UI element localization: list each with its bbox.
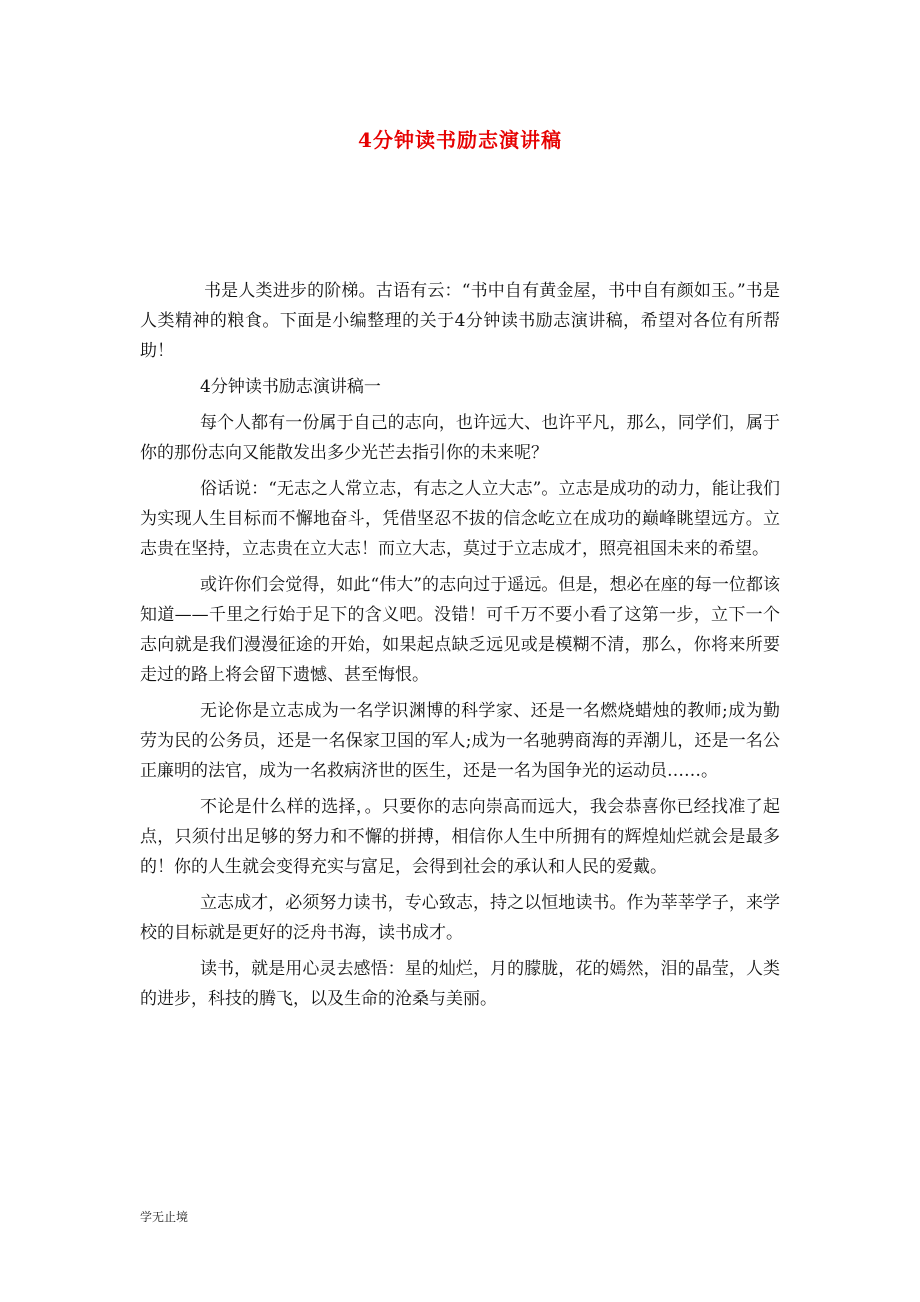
page-title: 4分钟读书励志演讲稿 [358,128,562,152]
body-paragraph: 俗话说：“无志之人常立志，有志之人立大志”。立志是成功的动力，能让我们为实现人生目标而不懈地奋斗，凭借坚忍不拔的信念屹立在成功的巅峰眺望远方。立志贵在坚持，立志贵在立大志！而立大志，莫过于立志成才，照亮祖国未来的希望。 [140,479,780,559]
body-paragraph: 读书，就是用心灵去感悟：星的灿烂，月的朦胧，花的嫣然，泪的晶莹，人类的进步，科技的腾飞，以及生命的沧桑与美丽。 [140,959,780,1009]
section-heading: 4分钟读书励志演讲稿一 [200,377,381,397]
body-paragraph: 每个人都有一份属于自己的志向，也许远大、也许平凡，那么，同学们，属于你的那份志向又能散发出多少光芒去指引你的未来呢？ [140,413,780,463]
body-paragraph: 不论是什么样的选择，。只要你的志向崇高而远大，我会恭喜你已经找准了起点，只须付出足够的努力和不懈的拼搏，相信你人生中所拥有的辉煌灿烂就会是最多的！你的人生就会变得充实与富足，会得到社会的承认和人民的爱戴。 [140,797,780,877]
body-paragraph: 立志成才，必须努力读书，专心致志，持之以恒地读书。作为莘莘学子，来学校的目标就是更好的泛舟书海，读书成才。 [140,893,780,943]
body-paragraph: 无论你是立志成为一名学识渊博的科学家、还是一名燃烧蜡烛的教师;成为勤劳为民的公务员，还是一名保家卫国的军人;成为一名驰骋商海的弄潮儿，还是一名公正廉明的法官，成为一名救病济世的医生，还是一名为国争光的运动员……。 [140,701,780,781]
body-paragraph: 或许你们会觉得，如此“伟大”的志向过于遥远。但是，想必在座的每一位都该知道——千里之行始于足下的含义吧。没错！可千万不要小看了这第一步，立下一个志向就是我们漫漫征途的开始，如果起点缺乏远见或是模糊不清，那么，你将来所要走过的路上将会留下遗憾、甚至悔恨。 [140,575,780,685]
intro-paragraph: 书是人类进步的阶梯。古语有云：“书中自有黄金屋，书中自有颜如玉。”书是人类精神的粮食。下面是小编整理的关于4分钟读书励志演讲稿，希望对各位有所帮助！ [140,281,780,361]
article-body [140,276,780,1020]
page-footer: 学无止境 [140,1210,189,1224]
